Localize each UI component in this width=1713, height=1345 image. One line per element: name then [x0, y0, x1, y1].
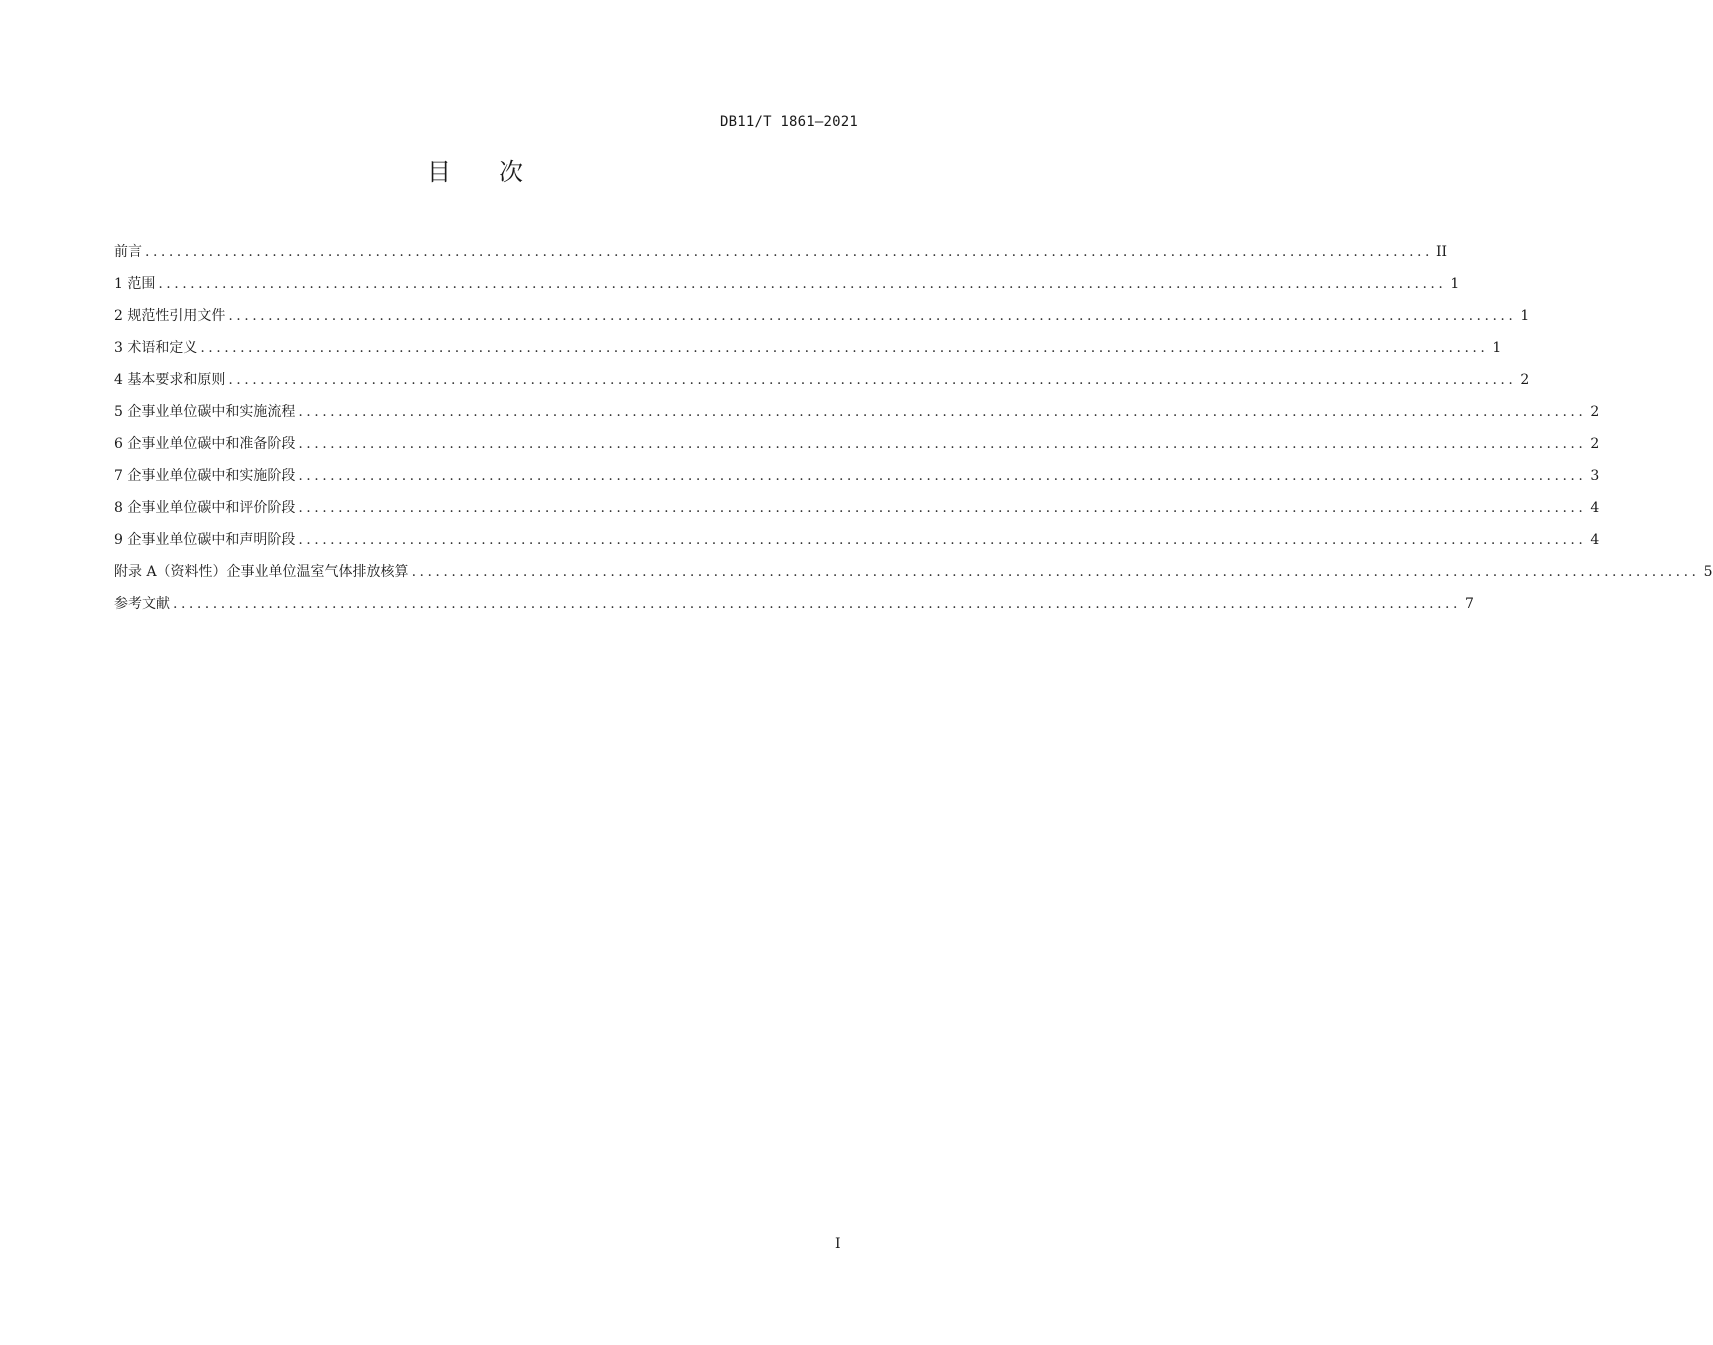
- toc-entry-page: 4: [1590, 500, 1600, 516]
- toc-entry-page: 2: [1520, 372, 1530, 388]
- toc-entry-label: 3 术语和定义: [114, 340, 198, 356]
- document-code: DB11/T 1861—2021: [719, 114, 858, 130]
- table-of-contents: [114, 236, 1713, 620]
- toc-entry-page: 5: [1703, 564, 1713, 580]
- dot-leader: ..................................................................................................................................................................: [298, 500, 1587, 516]
- dot-leader: ..................................................................................................................................................................: [298, 436, 1587, 452]
- toc-entry-label: 附录 A（资料性）企事业单位温室气体排放核算: [114, 564, 409, 580]
- toc-entry-page: 1: [1450, 276, 1460, 292]
- toc-entry-label: 5 企事业单位碳中和实施流程: [114, 404, 296, 420]
- toc-entry-label: 9 企事业单位碳中和声明阶段: [114, 532, 296, 548]
- toc-entry-page: 7: [1465, 596, 1474, 612]
- toc-entry-scope[interactable]: [114, 268, 1460, 300]
- dot-leader: ..................................................................................................................................................................: [145, 244, 1433, 260]
- toc-entry-label: 2 规范性引用文件: [114, 308, 226, 324]
- toc-entry-evaluation-stage[interactable]: [114, 492, 1600, 524]
- page-number: I: [835, 1236, 841, 1252]
- dot-leader: ..................................................................................................................................................................: [298, 468, 1587, 484]
- toc-entry-page: 3: [1590, 468, 1600, 484]
- toc-entry-page: 2: [1590, 404, 1600, 420]
- dot-leader: ..................................................................................................................................................................: [228, 308, 1517, 324]
- toc-entry-label: 7 企事业单位碳中和实施阶段: [114, 468, 296, 484]
- toc-entry-label: 参考文献: [114, 596, 170, 612]
- dot-leader: ..................................................................................................................................................................: [228, 372, 1517, 388]
- dot-leader: ..................................................................................................................................................................: [298, 404, 1587, 420]
- dot-leader: ..................................................................................................................................................................: [158, 276, 1447, 292]
- dot-leader: ..................................................................................................................................................................: [173, 596, 1461, 612]
- toc-entry-label: 1 范围: [114, 276, 156, 292]
- toc-entry-label: 8 企事业单位碳中和评价阶段: [114, 500, 296, 516]
- toc-entry-appendix-a[interactable]: [114, 556, 1713, 588]
- page-title: 目次: [427, 158, 571, 186]
- toc-entry-implementation-process[interactable]: [114, 396, 1600, 428]
- toc-entry-page: 1: [1520, 308, 1530, 324]
- toc-entry-terms-definitions[interactable]: [114, 332, 1502, 364]
- toc-entry-implementation-stage[interactable]: [114, 460, 1600, 492]
- dot-leader: ..................................................................................................................................................................: [298, 532, 1587, 548]
- toc-entry-references[interactable]: [114, 588, 1474, 620]
- toc-entry-page: 2: [1590, 436, 1600, 452]
- toc-entry-basic-requirements[interactable]: [114, 364, 1530, 396]
- toc-entry-preparation-stage[interactable]: [114, 428, 1600, 460]
- toc-entry-declaration-stage[interactable]: [114, 524, 1600, 556]
- toc-entry-page: 4: [1590, 532, 1600, 548]
- toc-entry-label: 前言: [114, 244, 142, 260]
- dot-leader: ..................................................................................................................................................................: [200, 340, 1489, 356]
- toc-entry-page: II: [1435, 244, 1447, 260]
- toc-entry-normative-references[interactable]: [114, 300, 1530, 332]
- toc-entry-label: 4 基本要求和原则: [114, 372, 226, 388]
- dot-leader: ..................................................................................................................................................................: [411, 564, 1700, 580]
- toc-entry-label: 6 企事业单位碳中和准备阶段: [114, 436, 296, 452]
- toc-entry-page: 1: [1492, 340, 1502, 356]
- toc-entry-preface[interactable]: [114, 236, 1447, 268]
